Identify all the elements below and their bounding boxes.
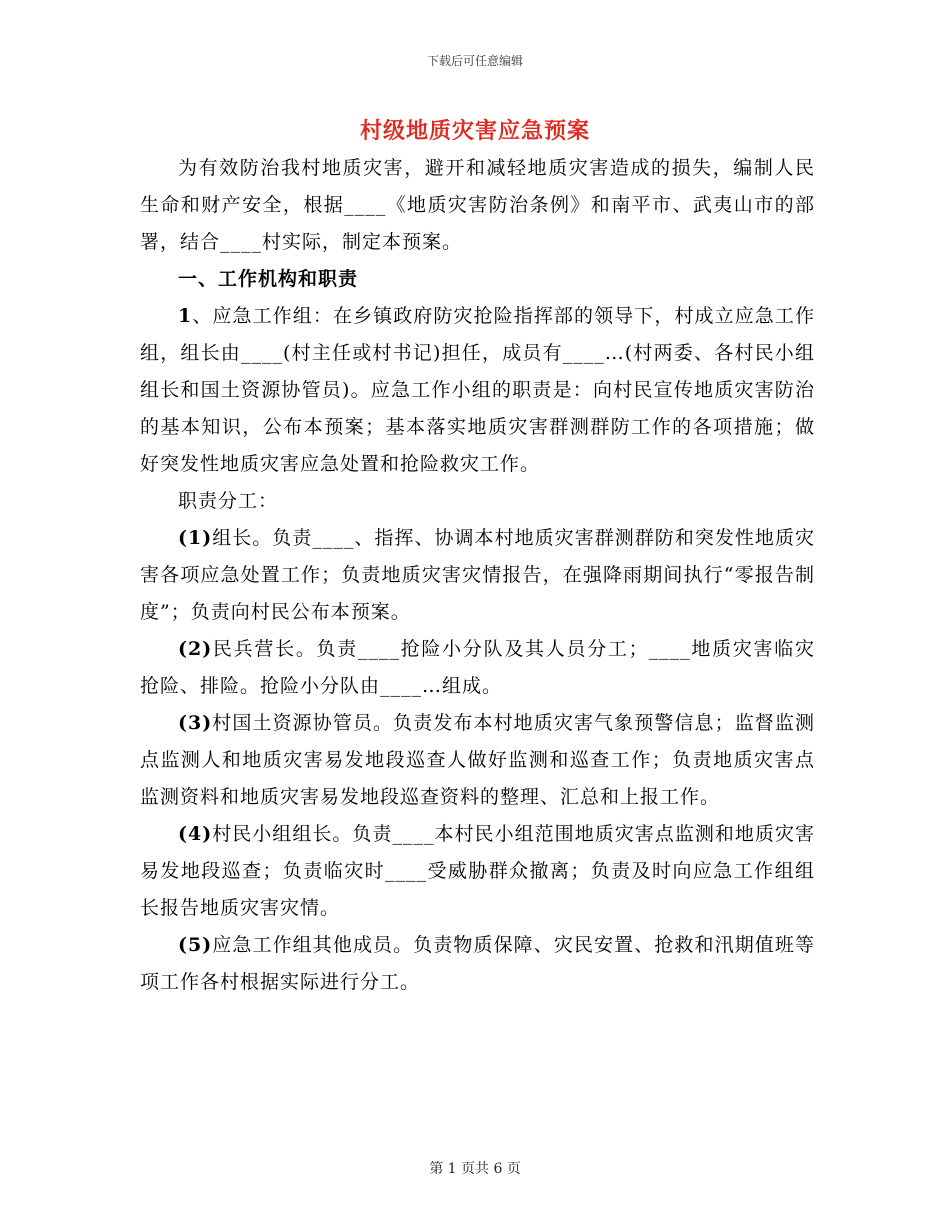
intro-paragraph: 为有效防治我村地质灾害，避开和减轻地质灾害造成的损失，编制人民生命和财产安全，根据____《地质灾害防治条例》和南平市、武夷山市的部署，结合____村实际，制定本预案。 bbox=[140, 157, 815, 253]
duty-number: (1) bbox=[178, 527, 213, 549]
page-header-note: 下载后可任意编辑 bbox=[426, 54, 523, 68]
duty-number: (5) bbox=[178, 934, 213, 956]
duty-text: 村民小组组长。负责____本村民小组范围地质灾害点监测和地质灾害易发地段巡查；负责临灾时____受威胁群众撤离；负责及时向应急工作组组长报告地质灾害灾情。 bbox=[140, 823, 815, 919]
document-title: 村级地质灾害应急预案 bbox=[359, 118, 590, 144]
section-heading-work-organization: 一、工作机构和职责 bbox=[178, 268, 359, 290]
duty-item-land-resources-assistant bbox=[140, 705, 815, 816]
page-number: 第 1 页共 6 页 bbox=[429, 1161, 521, 1177]
duty-text: 应急工作组其他成员。负责物质保障、灾民安置、抢救和汛期值班等项工作各村根据实际进行分工。 bbox=[140, 934, 815, 993]
duty-text: 民兵营长。负责____抢险小分队及其人员分工；____地质灾害临灾抢险、排险。抢险小分队由____…组成。 bbox=[140, 638, 815, 697]
duty-item-villager-group-leader bbox=[140, 816, 815, 927]
duty-item-other-members bbox=[140, 927, 815, 1001]
duty-number: (4) bbox=[178, 823, 213, 845]
duty-item-leader bbox=[140, 520, 815, 631]
duty-item-militia-commander bbox=[140, 631, 815, 705]
item-text: 、应急工作组：在乡镇政府防灾抢险指挥部的领导下，村成立应急工作组，组长由____(村主任或村书记)担任，成员有____…(村两委、各村民小组组长和国土资源协管员)。应急工作小组的职责是：向村民宣传地质灾害防治的基本知识，公布本预案；基本落实地质灾害群测群防工作的各项措施；做好突发性地质灾害应急处置和抢险救灾工作。 bbox=[140, 305, 815, 475]
duty-number: (3) bbox=[178, 712, 213, 734]
duties-label: 职责分工： bbox=[178, 490, 279, 512]
duty-text: 组长。负责____、指挥、协调本村地质灾害群测群防和突发性地质灾害各项应急处置工作；负责地质灾害灾情报告，在强降雨期间执行“零报告制度”；负责向村民公布本预案。 bbox=[140, 527, 815, 623]
duty-number: (2) bbox=[178, 638, 213, 660]
item-number: 1 bbox=[178, 305, 193, 327]
item-emergency-workgroup bbox=[140, 298, 815, 483]
duty-text: 村国土资源协管员。负责发布本村地质灾害气象预警信息；监督监测点监测人和地质灾害易发地段巡查人做好监测和巡查工作；负责地质灾害点监测资料和地质灾害易发地段巡查资料的整理、汇总和上报工作。 bbox=[140, 712, 815, 808]
document-body bbox=[140, 150, 815, 1001]
